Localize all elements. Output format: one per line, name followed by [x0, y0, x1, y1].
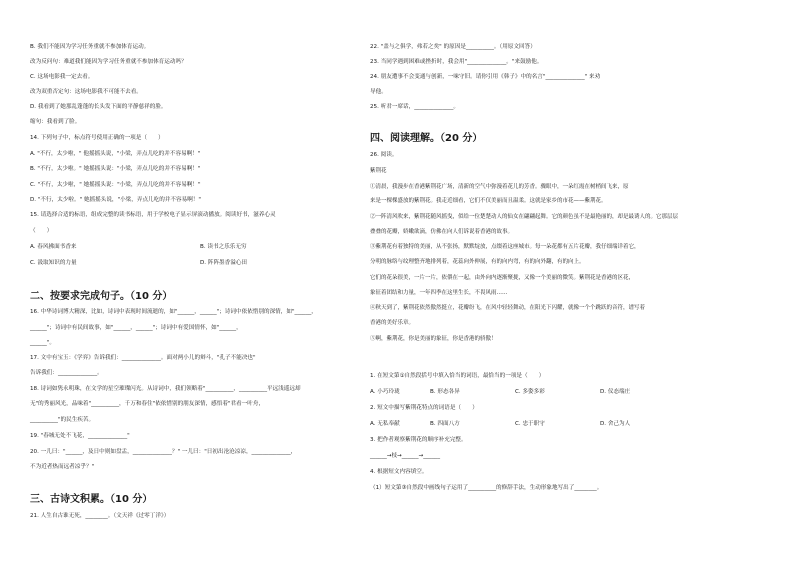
q13-option-c-rewrite: 改为双重否定句：这场电影我不可能不去看。 — [30, 89, 142, 95]
section-2-title: 二、按要求完成句子。（10 分） — [30, 291, 173, 302]
q18-line-1: 18. 诗词如隽永明珠，在文学的星空璀璨闪光。从诗词中，我们领略着"__________，__________平远浅遥远却 — [30, 386, 301, 392]
rq2-option-d: D. 舍己为人 — [600, 421, 631, 427]
passage-line-10: 香港的美好乐章。 — [370, 320, 415, 326]
q18-line-2: 无"的秀丽风光，品味着"__________，千万和春住"依依惜别的朋友深情，感悟着"君看一叶舟， — [30, 401, 265, 407]
q14-option-b: B. "不行，太少啦。" 她摇摇头说："小梁，弄点儿吃的并不容易啊！" — [30, 166, 201, 172]
rq3-blank: ______→枝→______→______ — [370, 453, 440, 459]
rq1-option-a: A. 小巧玲珑 — [370, 389, 400, 395]
rq1-option-d: D. 仪态端庄 — [600, 389, 631, 395]
q19: 19. "春城无处不飞花，______________" — [30, 433, 130, 439]
q15-option-d: D. 阵阵墨香溢心田 — [200, 260, 248, 266]
rq4-part-1: （1）短文第③自然段中画线句子运用了__________的修辞手法，生动形象地写出了________。 — [370, 485, 603, 491]
rq1-option-b: B. 形态各异 — [430, 389, 460, 395]
q13-option-b: B. 我们不能因为学习任务重就不参加体育运动。 — [30, 44, 150, 50]
q13-option-c: C. 这场电影我一定去看。 — [30, 74, 94, 80]
passage-line-7: 它们的花朵很美，一片一片，依偎在一起，由外向内逐渐聚拢，又像一个美丽的微笑。紫荆花是香港的区花， — [370, 275, 635, 281]
q14-stem: 14. 下列句子中，标点符号使用正确的一项是（ ） — [30, 135, 164, 141]
section-4-title: 四、阅读理解。（20 分） — [370, 133, 483, 144]
passage-line-1: ①清晨，我漫步在香港紫荆花广场，清新的空气中弥漫着花儿的芳香。骤眼中，一朵红霞在树梢间飞来，原 — [370, 184, 629, 190]
q13-option-d-rewrite: 缩句：我看到了脸。 — [30, 119, 81, 125]
q21: 21. 人生自古谁无死，________。（文天祥《过零丁洋》） — [30, 513, 170, 519]
q15-option-a: A. 春风拂面书香来 — [30, 244, 77, 250]
q15-paren: （ ） — [30, 228, 53, 234]
q14-option-a: A. "不行，太少啦，" 他摇摇头说，"小梁，弄点儿吃的并不容易啊！" — [30, 151, 201, 157]
rq2-option-b: B. 四面八方 — [430, 421, 460, 427]
rq1-stem: 1. 在短文第①自然段括号中填入恰当的词语，最恰当的一项是（ ） — [370, 373, 545, 379]
passage-line-11: ⑤啊，紫荆花，你是美丽的象征，你是香港的骄傲！ — [370, 336, 497, 342]
q17-line-2: 告诉我们：______________。 — [30, 370, 103, 376]
passage-title: 紫荆花 — [370, 168, 387, 174]
q23: 23. 当同学遇到困难或挫折时，我会用"______________。"来鼓励他。 — [370, 59, 543, 65]
q16-line-2: ______"；诗词中有民间故事，如"______，______"；诗词中有爱国情怀，如"______， — [30, 325, 242, 331]
q16-line-3: ______"。 — [30, 340, 55, 346]
rq2-stem: 2. 短文中描写紫荆花特点的词语是（ ） — [370, 405, 478, 411]
rq4-stem: 4. 根据短文内容填空。 — [370, 469, 428, 475]
rq2-option-a: A. 无私奉献 — [370, 421, 400, 427]
passage-line-6: 分明的脉络与纹理整齐地排列着，花蕊向外伸展，有的向内弯，有的向外翻，有的向上。 — [370, 259, 585, 265]
q24-line-2: 导他。 — [370, 89, 387, 95]
q25: 25. 听君一席话，______________。 — [370, 104, 459, 110]
q15-option-b: B. 读书之乐乐无穷 — [200, 244, 247, 250]
rq3-stem: 3. 把作者观察紫荆花的顺序补充完整。 — [370, 437, 467, 443]
q20-line-1: 20. 一儿曰："______，及日中则如盘盂，______________？" 一儿曰："日初出沧沧凉凉，______________， — [30, 449, 297, 455]
rq2-option-c: C. 忠于职守 — [515, 421, 545, 427]
q20-line-2: 不为近者热而远者凉乎？" — [30, 464, 95, 470]
rq1-option-c: C. 多姿多彩 — [515, 389, 545, 395]
q13-option-d: D. 我看到了她那乱蓬蓬的长头发下面的平静慈祥的脸。 — [30, 104, 167, 110]
passage-line-2: 来是一棵棵盛放的紫荆花。我走近细看，它们不仅美丽而且温柔。这就是家乡的市花——紫荆花。 — [370, 198, 607, 204]
q14-option-d: D. "不行，太少啦。" 她摇摇头说，"小梁，弄点儿吃的并不容易啊！" — [30, 197, 201, 203]
q26-label: 26. 阅读。 — [370, 152, 398, 158]
passage-line-5: ③紫荆花有着独特的美丽，从不张扬，默默绽放，点缀着这座城市。每一朵花都有五片花瓣，我仔细端详着它， — [370, 244, 640, 250]
q14-option-c: C. "不行，太少啦，" 她摇摇头说："小梁，弄点儿吃的并不容易啊！" — [30, 182, 201, 188]
q18-line-3: __________"的民生疾苦。 — [30, 417, 95, 423]
q17-line-1: 17. 文中有宝玉：《学弈》告诉我们：______________。面对两小儿的辩斗，"孔子不能决也" — [30, 355, 256, 361]
q16-line-1: 16. 中华诗词博大精深，比如，诗词中表现时间流逝的，如"______，______"；诗词中依依惜别的深情，如"______， — [30, 309, 317, 315]
q22: 22. "盖与之俱学，弗若之矣" 的原因是__________。（用原文回答） — [370, 44, 536, 50]
q15-option-c: C. 汲取知识的力量 — [30, 260, 77, 266]
passage-line-9: ④秋天到了，紫荆花依然傲然挺立，花瓣纷飞，在风中轻轻舞动，在阳光下闪耀，就像一个个跳跃的音符，谱写着 — [370, 305, 646, 311]
passage-line-3: ②一阵清风吹来，紫荆花随风摇曳，似给一位楚楚动人的仙女在翩翩起舞。它的颜色虽不是最艳丽的，却是最诱人的。它那层层 — [370, 214, 679, 220]
q13-option-b-rewrite: 改为反问句：难道我们能因为学习任务重就不参加体育运动吗？ — [30, 59, 187, 65]
passage-line-4: 叠叠的花瓣，娇嫩欲滴，仿佛在向人们诉说着香港的故事。 — [370, 229, 514, 235]
passage-line-8: 象征着团结和力量，一年四季在这里生长，不畏风雨…… — [370, 290, 508, 296]
q24-line-1: 24. 朋友遭事不会变通与创新，一味守旧。请你引用《韩子》中的名言"______________" 来劝 — [370, 74, 601, 80]
q15-stem: 15. 请选择合适的标语，组成完整的读书标语，用于学校电子显示屏滚动播放。阅读好书，滋养心灵 — [30, 212, 276, 218]
section-3-title: 三、古诗文积累。（10 分） — [30, 494, 153, 505]
